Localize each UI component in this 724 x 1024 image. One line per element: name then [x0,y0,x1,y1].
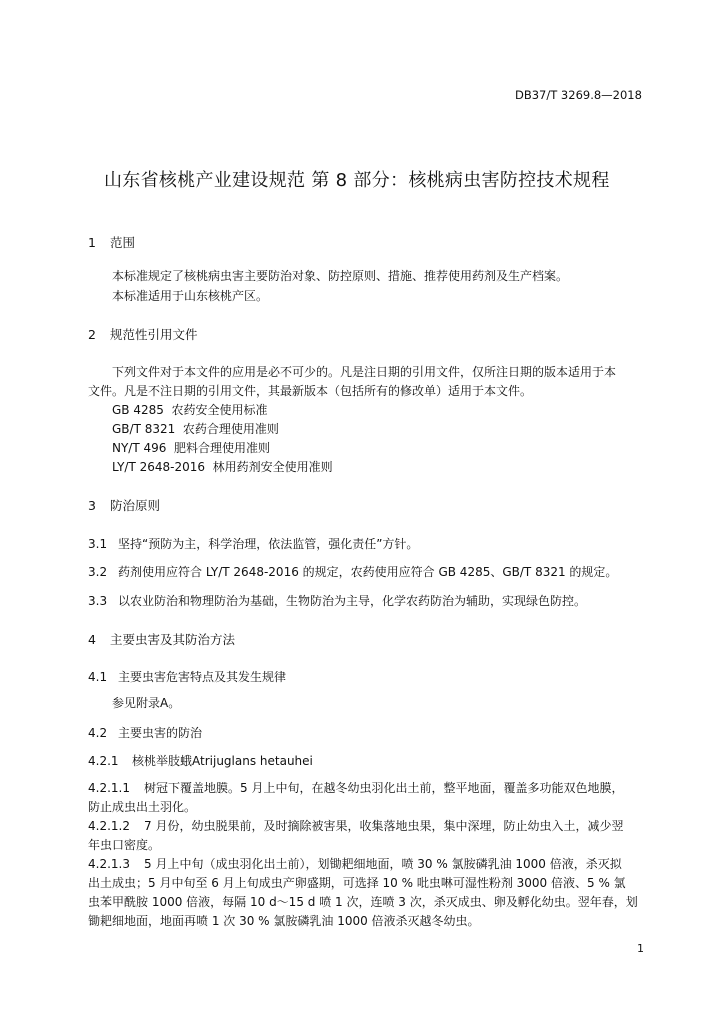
clause-4-2-1-3-line-2: 出土成虫；5 月中旬至 6 月上旬成虫产卵盛期，可选择 10 % 吡虫啉可湿性粉剂 3000 倍液、5 % 氯 [88,876,626,890]
reference-code: GB 4285 [112,403,164,417]
clause-title: 主要虫害的防治 [118,726,203,740]
section-3-heading [88,496,160,514]
clause-text: 7 月份，幼虫脱果前，及时摘除被害果，收集落地虫果，集中深埋，防止幼虫入土，减少翌 [144,819,624,833]
clause-number: 4.1 [88,670,108,684]
references-intro-line-1: 下列文件对于本文件的应用是必不可少的。凡是注日期的引用文件，仅所注日期的版本适用于本 [112,365,617,379]
clause-3-3 [88,592,586,609]
reference-name: 农药合理使用准则 [182,422,279,436]
clause-number: 4.2.1 [88,754,119,768]
clause-title: 核桃举肢蛾 [132,754,193,768]
references-intro-line-2: 文件。凡是不注日期的引用文件，其最新版本（包括所有的修改单）适用于本文件。 [88,384,533,398]
clause-text: 5 月上中旬（成虫羽化出土前），划锄耙细地面，喷 30 % 氯胺磷乳油 1000 倍液，杀灭拟 [144,857,622,871]
clause-text: 坚持“预防为主，科学治理，依法监管，强化责任”方针。 [118,537,419,551]
clause-4-2-1-3-line-1 [88,856,622,873]
clause-4-2-1-1-line-1 [88,780,623,797]
reference-name: 肥料合理使用准则 [174,441,271,455]
section-title: 范围 [109,235,135,250]
section-title: 主要虫害及其防治方法 [109,632,235,647]
clause-number: 4.2.1.2 [88,819,130,833]
reference-code: GB/T 8321 [112,422,176,436]
clause-4-2-1-3-line-4: 锄耙细地面，地面再喷 1 次 30 % 氯胺磷乳油 1000 倍液杀灭越冬幼虫。 [88,914,480,928]
reference-item [112,459,333,476]
reference-name: 林用药剂安全使用准则 [212,460,333,474]
clause-title: 主要虫害危害特点及其发生规律 [118,670,287,684]
section-title: 规范性引用文件 [109,327,198,342]
clause-4-2-heading [88,724,202,741]
clause-number: 3.2 [88,565,108,579]
reference-item [112,440,270,457]
clause-number: 3.3 [88,594,108,608]
clause-3-1 [88,535,418,552]
section-number: 3 [88,498,96,513]
clause-text: 药剂使用应符合 LY/T 2648-2016 的规定，农药使用应符合 GB 4285、GB/T 8321 的规定。 [118,565,618,579]
section-1-heading [88,233,135,251]
section-title: 防治原则 [109,498,160,513]
clause-4-1-heading [88,668,286,685]
reference-name: 农药安全使用标准 [171,403,268,417]
latin-name: Atrijuglans hetauhei [192,754,313,768]
clause-4-2-1-2-line-1 [88,818,623,835]
clause-number: 3.1 [88,537,108,551]
clause-number: 4.2.1.3 [88,857,130,871]
clause-3-2 [88,563,617,580]
reference-item [112,402,268,419]
clause-number: 4.2.1.1 [88,781,130,795]
clause-4-2-1-2-line-2: 年虫口密度。 [88,838,161,852]
reference-code: LY/T 2648-2016 [112,460,206,474]
clause-text: 树冠下覆盖地膜。5 月上中旬，在越冬幼虫羽化出土前，整平地面，覆盖多功能双色地膜， [144,781,624,795]
section-number: 2 [88,327,96,342]
section-4-heading [88,630,235,648]
clause-4-2-1-3-line-3: 虫苯甲酰胺 1000 倍液，每隔 10 d～15 d 喷 1 次，连喷 3 次，杀灭成虫、卵及孵化幼虫。翌年春，划 [88,895,638,909]
section-number: 1 [88,235,96,250]
scope-paragraph-2: 本标准适用于山东核桃产区。 [112,289,269,303]
clause-4-2-1-1-line-2: 防止成虫出土羽化。 [88,800,197,814]
reference-code: NY/T 496 [112,441,167,455]
section-number: 4 [88,632,96,647]
clause-4-2-1-heading [88,752,313,769]
clause-number: 4.2 [88,726,108,740]
page-title: 山东省核桃产业建设规范 第 8 部分：核桃病虫害防控技术规程 [104,170,610,191]
reference-item [112,421,279,438]
page-number: 1 [637,942,644,955]
document-code: DB37/T 3269.8—2018 [515,88,642,102]
clause-text: 以农业防治和物理防治为基础，生物防治为主导，化学农药防治为辅助，实现绿色防控。 [118,594,587,608]
scope-paragraph-1: 本标准规定了核桃病虫害主要防治对象、防控原则、措施、推荐使用药剂及生产档案。 [112,269,569,283]
clause-4-1-text: 参见附录A。 [112,696,181,710]
section-2-heading [88,325,198,343]
